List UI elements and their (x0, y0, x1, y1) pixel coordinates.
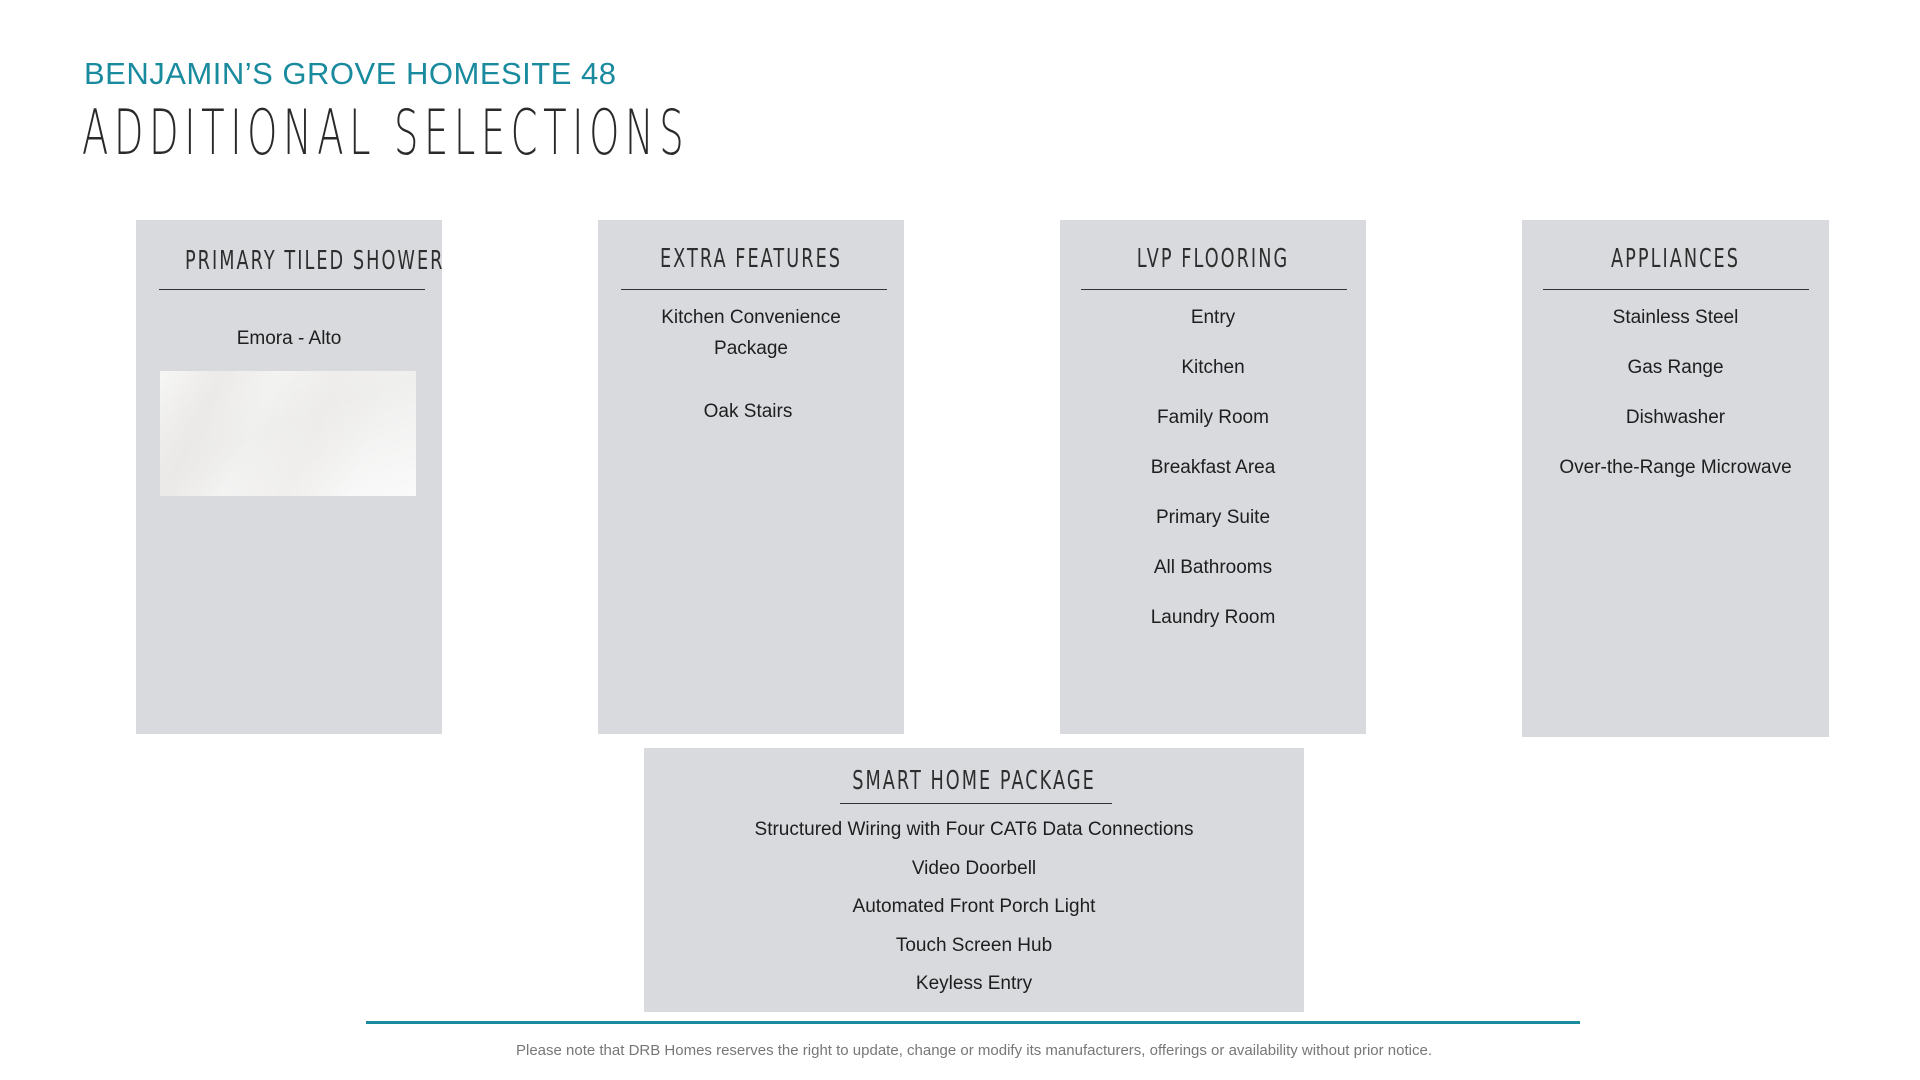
list-item: Emora - Alto (236, 328, 342, 349)
list-item: Gas Range (1627, 357, 1724, 378)
list-item: Video Doorbell (911, 858, 1037, 879)
heading-divider (840, 803, 1112, 804)
list-item: Kitchen Convenience (661, 307, 841, 328)
list-item: Stainless Steel (1612, 307, 1739, 328)
card-lvp-flooring (1060, 220, 1366, 734)
list-item: Automated Front Porch Light (852, 896, 1096, 917)
list-item: Family Room (1157, 407, 1269, 428)
heading-divider (621, 289, 887, 290)
list-item: Entry (1190, 307, 1236, 328)
list-item: Oak Stairs (703, 401, 793, 422)
tile-swatch-image (160, 371, 416, 496)
list-item: Over-the-Range Microwave (1559, 457, 1792, 478)
page-title: ADDITIONAL SELECTIONS (82, 96, 690, 169)
card-heading: EXTRA FEATURES (659, 244, 843, 274)
footer-divider (366, 1021, 1580, 1024)
card-smart-home-package (644, 748, 1304, 1012)
list-item: Package (714, 338, 788, 359)
list-item: Kitchen (1181, 357, 1245, 378)
list-item: Structured Wiring with Four CAT6 Data Connections (754, 819, 1194, 840)
card-heading: PRIMARY TILED SHOWER (184, 246, 445, 276)
list-item: Laundry Room (1150, 607, 1276, 628)
community-subtitle: BENJAMIN’S GROVE HOMESITE 48 (84, 56, 617, 91)
heading-divider (159, 289, 425, 290)
card-extra-features (598, 220, 904, 734)
list-item: Dishwasher (1625, 407, 1726, 428)
card-primary-tiled-shower (136, 220, 445, 734)
list-item: All Bathrooms (1153, 557, 1273, 578)
list-item: Primary Suite (1155, 507, 1271, 528)
heading-divider (1081, 289, 1347, 290)
card-heading: SMART HOME PACKAGE (852, 766, 1096, 796)
heading-divider (1543, 289, 1809, 290)
card-heading: APPLIANCES (1611, 244, 1740, 274)
list-item: Keyless Entry (915, 973, 1033, 994)
card-heading: LVP FLOORING (1136, 244, 1290, 274)
disclaimer-note: Please note that DRB Homes reserves the right to update, change or modify its manufacturers, offerings or availability without prior notice. (515, 1042, 1432, 1059)
list-item: Touch Screen Hub (895, 935, 1053, 956)
card-appliances (1522, 220, 1829, 737)
list-item: Breakfast Area (1150, 457, 1276, 478)
